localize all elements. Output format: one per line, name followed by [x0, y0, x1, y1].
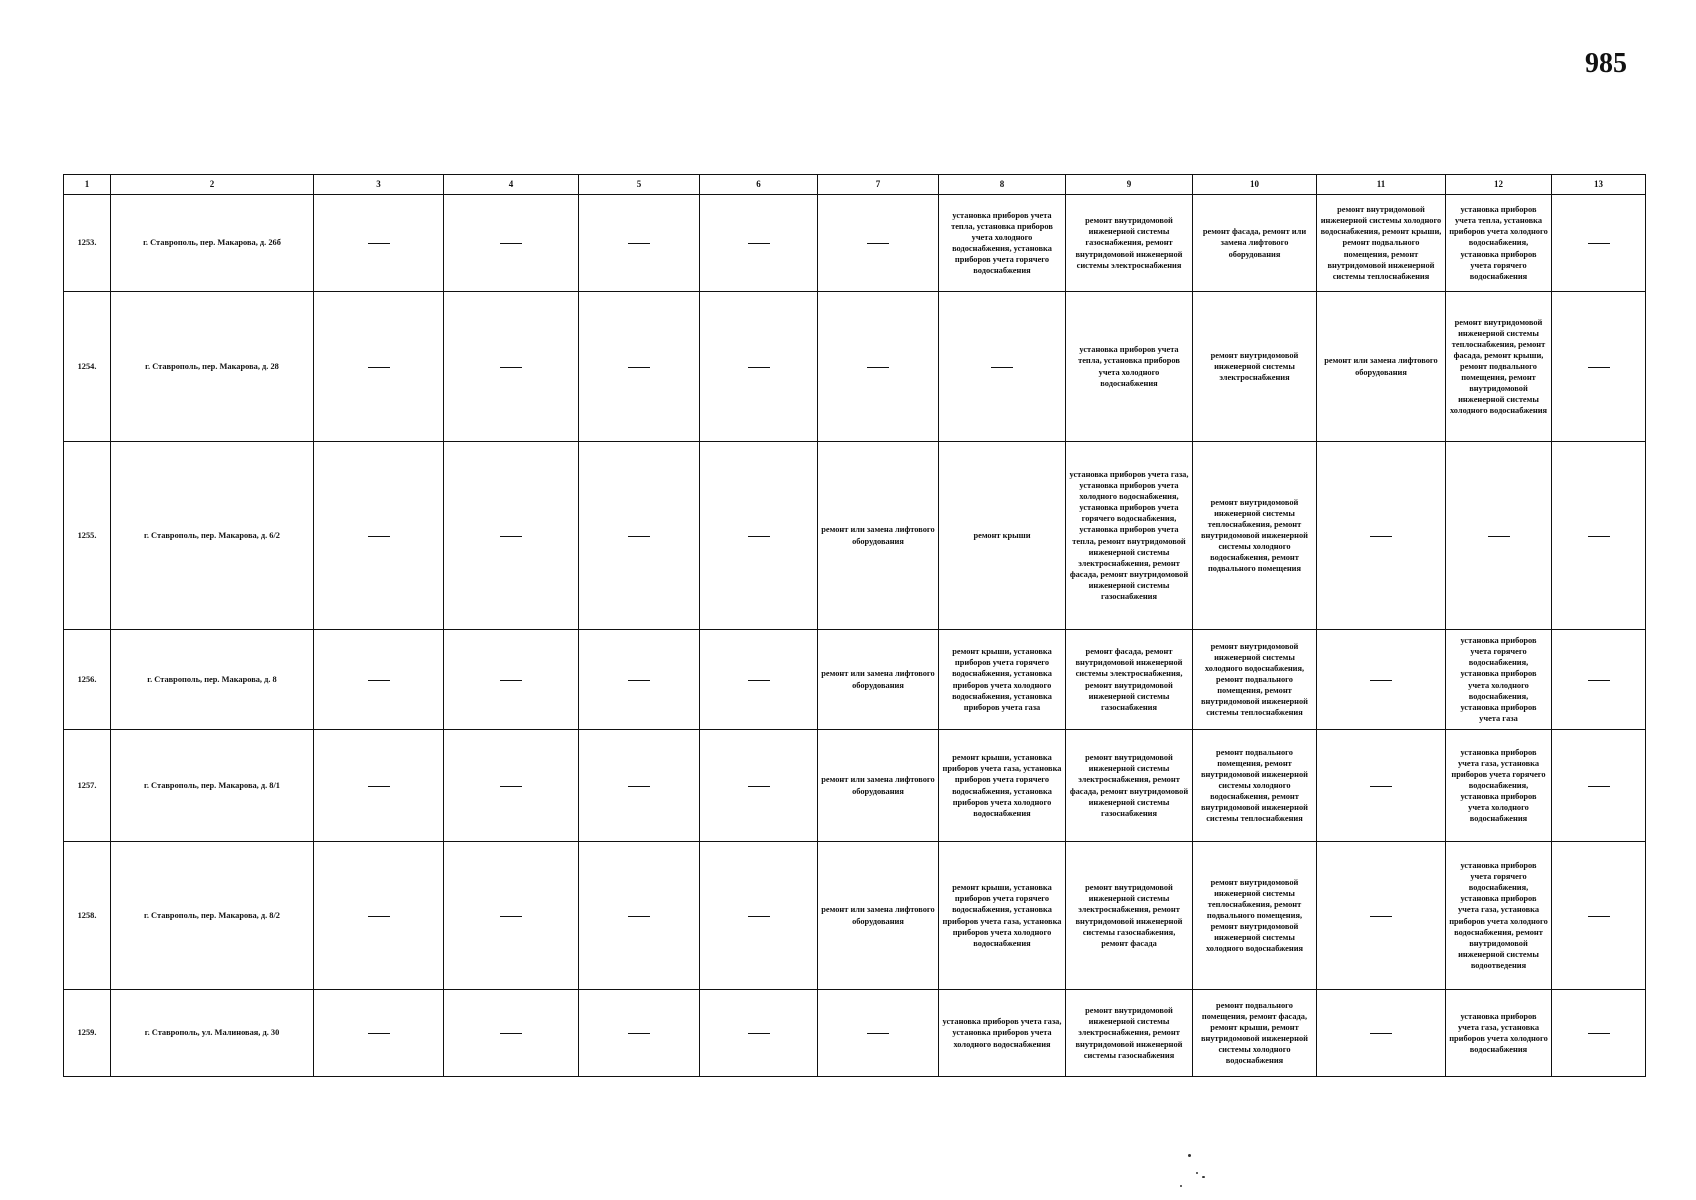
work-type-cell: установка приборов учета газа, установка приборов учета горячего водоснабжения, установка приборов учета холодного водоснабжения — [1446, 730, 1552, 842]
dash-mark — [628, 786, 650, 787]
scan-speck — [1196, 1172, 1198, 1174]
column-number-cell: 13 — [1552, 175, 1646, 195]
dash-mark — [500, 243, 522, 244]
empty-cell — [579, 730, 700, 842]
row-number-cell: 1255. — [64, 442, 111, 630]
empty-cell — [1552, 990, 1646, 1077]
column-number-cell: 9 — [1066, 175, 1193, 195]
table-row — [64, 292, 1646, 442]
dash-mark — [368, 786, 390, 787]
column-number-cell: 3 — [314, 175, 444, 195]
empty-cell — [1552, 442, 1646, 630]
dash-mark — [867, 243, 889, 244]
table-row — [64, 990, 1646, 1077]
column-number-cell: 1 — [64, 175, 111, 195]
dash-mark — [500, 367, 522, 368]
dash-mark — [1488, 536, 1510, 537]
dash-mark — [748, 367, 770, 368]
empty-cell — [314, 195, 444, 292]
address-cell: г. Ставрополь, ул. Малиновая, д. 30 — [111, 990, 314, 1077]
dash-mark — [1588, 916, 1610, 917]
work-type-cell: ремонт внутридомовой инженерной системы холодного водоснабжения, ремонт крыши, ремонт подвального помещения, ремонт внутридомовой инженерной системы теплоснабжения — [1317, 195, 1446, 292]
column-number-cell: 12 — [1446, 175, 1552, 195]
empty-cell — [700, 730, 818, 842]
dash-mark — [1588, 536, 1610, 537]
row-number-cell: 1254. — [64, 292, 111, 442]
empty-cell — [579, 195, 700, 292]
empty-cell — [1552, 730, 1646, 842]
work-type-cell: установка приборов учета тепла, установка приборов учета холодного водоснабжения, установка приборов учета горячего водоснабжения — [1446, 195, 1552, 292]
dash-mark — [628, 536, 650, 537]
empty-cell — [444, 842, 579, 990]
dash-mark — [748, 243, 770, 244]
work-type-cell: ремонт крыши, установка приборов учета газа, установка приборов учета горячего водоснабжения, установка приборов учета холодного водоснабжения — [939, 730, 1066, 842]
dash-mark — [1370, 536, 1392, 537]
work-type-cell: ремонт или замена лифтового оборудования — [818, 842, 939, 990]
work-type-cell: ремонт крыши, установка приборов учета горячего водоснабжения, установка приборов учета газа, установка приборов учета холодного водоснабжения — [939, 842, 1066, 990]
dash-mark — [368, 916, 390, 917]
scan-speck — [1180, 1185, 1182, 1187]
address-cell: г. Ставрополь, пер. Макарова, д. 8/2 — [111, 842, 314, 990]
repair-schedule-table — [63, 174, 1646, 1077]
dash-mark — [368, 243, 390, 244]
dash-mark — [628, 243, 650, 244]
dash-mark — [748, 536, 770, 537]
work-type-cell: установка приборов учета газа, установка приборов учета холодного водоснабжения — [939, 990, 1066, 1077]
dash-mark — [628, 916, 650, 917]
dash-mark — [867, 367, 889, 368]
empty-cell — [1317, 630, 1446, 730]
empty-cell — [700, 292, 818, 442]
empty-cell — [314, 292, 444, 442]
work-type-cell: установка приборов учета горячего водоснабжения, установка приборов учета холодного водоснабжения, установка приборов учета газа — [1446, 630, 1552, 730]
empty-cell — [700, 630, 818, 730]
column-number-cell: 2 — [111, 175, 314, 195]
work-type-cell: ремонт крыши — [939, 442, 1066, 630]
empty-cell — [314, 842, 444, 990]
empty-cell — [1552, 630, 1646, 730]
empty-cell — [818, 292, 939, 442]
empty-cell — [1446, 442, 1552, 630]
address-cell: г. Ставрополь, пер. Макарова, д. 6/2 — [111, 442, 314, 630]
work-type-cell: ремонт внутридомовой инженерной системы теплоснабжения, ремонт внутридомовой инженерной системы холодного водоснабжения, ремонт подвального помещения — [1193, 442, 1317, 630]
empty-cell — [314, 730, 444, 842]
empty-cell — [314, 990, 444, 1077]
empty-cell — [579, 442, 700, 630]
empty-cell — [1317, 442, 1446, 630]
dash-mark — [748, 1033, 770, 1034]
work-type-cell: ремонт внутридомовой инженерной системы электроснабжения, ремонт фасада, ремонт внутридомовой инженерной системы газоснабжения — [1066, 730, 1193, 842]
dash-mark — [368, 536, 390, 537]
row-number-cell: 1253. — [64, 195, 111, 292]
work-type-cell: ремонт внутридомовой инженерной системы теплоснабжения, ремонт подвального помещения, ремонт внутридомовой инженерной системы холодного водоснабжения — [1193, 842, 1317, 990]
dash-mark — [991, 367, 1013, 368]
empty-cell — [818, 195, 939, 292]
work-type-cell: установка приборов учета газа, установка приборов учета холодного водоснабжения — [1446, 990, 1552, 1077]
empty-cell — [1317, 730, 1446, 842]
work-type-cell: ремонт или замена лифтового оборудования — [818, 730, 939, 842]
work-type-cell: ремонт внутридомовой инженерной системы электроснабжения, ремонт внутридомовой инженерной системы газоснабжения — [1066, 990, 1193, 1077]
work-type-cell: установка приборов учета горячего водоснабжения, установка приборов учета газа, установка приборов учета холодного водоснабжения, ремонт внутридомовой инженерной системы водоотведения — [1446, 842, 1552, 990]
empty-cell — [700, 842, 818, 990]
dash-mark — [748, 916, 770, 917]
work-type-cell: ремонт или замена лифтового оборудования — [818, 442, 939, 630]
table-row — [64, 730, 1646, 842]
empty-cell — [700, 442, 818, 630]
dash-mark — [1588, 367, 1610, 368]
dash-mark — [500, 536, 522, 537]
dash-mark — [748, 680, 770, 681]
empty-cell — [700, 195, 818, 292]
dash-mark — [1588, 786, 1610, 787]
dash-mark — [500, 916, 522, 917]
address-cell: г. Ставрополь, пер. Макарова, д. 28 — [111, 292, 314, 442]
dash-mark — [748, 786, 770, 787]
work-type-cell: установка приборов учета тепла, установка приборов учета холодного водоснабжения — [1066, 292, 1193, 442]
table-row — [64, 442, 1646, 630]
empty-cell — [1552, 842, 1646, 990]
address-cell: г. Ставрополь, пер. Макарова, д. 8 — [111, 630, 314, 730]
column-number-cell: 6 — [700, 175, 818, 195]
column-number-cell: 8 — [939, 175, 1066, 195]
empty-cell — [1552, 195, 1646, 292]
scan-speck — [1202, 1176, 1205, 1178]
empty-cell — [444, 442, 579, 630]
empty-cell — [444, 195, 579, 292]
table-row — [64, 630, 1646, 730]
empty-cell — [444, 990, 579, 1077]
column-number-cell: 5 — [579, 175, 700, 195]
row-number-cell: 1258. — [64, 842, 111, 990]
work-type-cell: установка приборов учета газа, установка приборов учета холодного водоснабжения, установка приборов учета горячего водоснабжения, установка приборов учета тепла, ремонт внутридомовой инженерной системы электроснабжения, ремонт фасада, ремонт внутридомовой инженерной системы газоснабжения — [1066, 442, 1193, 630]
work-type-cell: ремонт внутридомовой инженерной системы газоснабжения, ремонт внутридомовой инженерной системы электроснабжения — [1066, 195, 1193, 292]
dash-mark — [1588, 680, 1610, 681]
empty-cell — [1317, 842, 1446, 990]
empty-cell — [700, 990, 818, 1077]
address-cell: г. Ставрополь, пер. Макарова, д. 8/1 — [111, 730, 314, 842]
dash-mark — [1370, 680, 1392, 681]
dash-mark — [1370, 786, 1392, 787]
work-type-cell: ремонт внутридомовой инженерной системы электроснабжения — [1193, 292, 1317, 442]
dash-mark — [867, 1033, 889, 1034]
column-number-cell: 10 — [1193, 175, 1317, 195]
empty-cell — [579, 842, 700, 990]
empty-cell — [444, 292, 579, 442]
dash-mark — [368, 367, 390, 368]
work-type-cell: ремонт фасада, ремонт внутридомовой инженерной системы электроснабжения, ремонт внутридомовой инженерной системы газоснабжения — [1066, 630, 1193, 730]
column-number-cell: 7 — [818, 175, 939, 195]
dash-mark — [1588, 1033, 1610, 1034]
column-number-row — [64, 175, 1646, 195]
work-type-cell: ремонт крыши, установка приборов учета горячего водоснабжения, установка приборов учета холодного водоснабжения, установка приборов учета газа — [939, 630, 1066, 730]
empty-cell — [579, 292, 700, 442]
dash-mark — [500, 786, 522, 787]
row-number-cell: 1259. — [64, 990, 111, 1077]
empty-cell — [314, 442, 444, 630]
row-number-cell: 1256. — [64, 630, 111, 730]
dash-mark — [368, 680, 390, 681]
column-number-cell: 4 — [444, 175, 579, 195]
work-type-cell: ремонт или замена лифтового оборудования — [818, 630, 939, 730]
dash-mark — [1370, 916, 1392, 917]
dash-mark — [1588, 243, 1610, 244]
work-type-cell: ремонт внутридомовой инженерной системы теплоснабжения, ремонт фасада, ремонт крыши, ремонт подвального помещения, ремонт внутридомовой инженерной системы холодного водоснабжения — [1446, 292, 1552, 442]
empty-cell — [444, 730, 579, 842]
dash-mark — [628, 367, 650, 368]
row-number-cell: 1257. — [64, 730, 111, 842]
dash-mark — [1370, 1033, 1392, 1034]
work-type-cell: ремонт внутридомовой инженерной системы холодного водоснабжения, ремонт подвального помещения, ремонт внутридомовой инженерной системы теплоснабжения — [1193, 630, 1317, 730]
dash-mark — [500, 680, 522, 681]
empty-cell — [444, 630, 579, 730]
empty-cell — [818, 990, 939, 1077]
empty-cell — [579, 630, 700, 730]
column-number-cell: 11 — [1317, 175, 1446, 195]
work-type-cell: ремонт внутридомовой инженерной системы электроснабжения, ремонт внутридомовой инженерной системы газоснабжения, ремонт фасада — [1066, 842, 1193, 990]
work-type-cell: ремонт фасада, ремонт или замена лифтового оборудования — [1193, 195, 1317, 292]
table-row — [64, 195, 1646, 292]
page-number: 985 — [1585, 48, 1627, 79]
dash-mark — [368, 1033, 390, 1034]
work-type-cell: ремонт подвального помещения, ремонт фасада, ремонт крыши, ремонт внутридомовой инженерной системы холодного водоснабжения — [1193, 990, 1317, 1077]
work-type-cell: ремонт подвального помещения, ремонт внутридомовой инженерной системы холодного водоснабжения, ремонт внутридомовой инженерной системы теплоснабжения — [1193, 730, 1317, 842]
dash-mark — [628, 680, 650, 681]
scan-speck — [1188, 1154, 1191, 1157]
empty-cell — [314, 630, 444, 730]
work-type-cell: ремонт или замена лифтового оборудования — [1317, 292, 1446, 442]
dash-mark — [628, 1033, 650, 1034]
empty-cell — [939, 292, 1066, 442]
table-row — [64, 842, 1646, 990]
empty-cell — [579, 990, 700, 1077]
empty-cell — [1552, 292, 1646, 442]
work-type-cell: установка приборов учета тепла, установка приборов учета холодного водоснабжения, установка приборов учета горячего водоснабжения — [939, 195, 1066, 292]
dash-mark — [500, 1033, 522, 1034]
address-cell: г. Ставрополь, пер. Макарова, д. 26б — [111, 195, 314, 292]
empty-cell — [1317, 990, 1446, 1077]
